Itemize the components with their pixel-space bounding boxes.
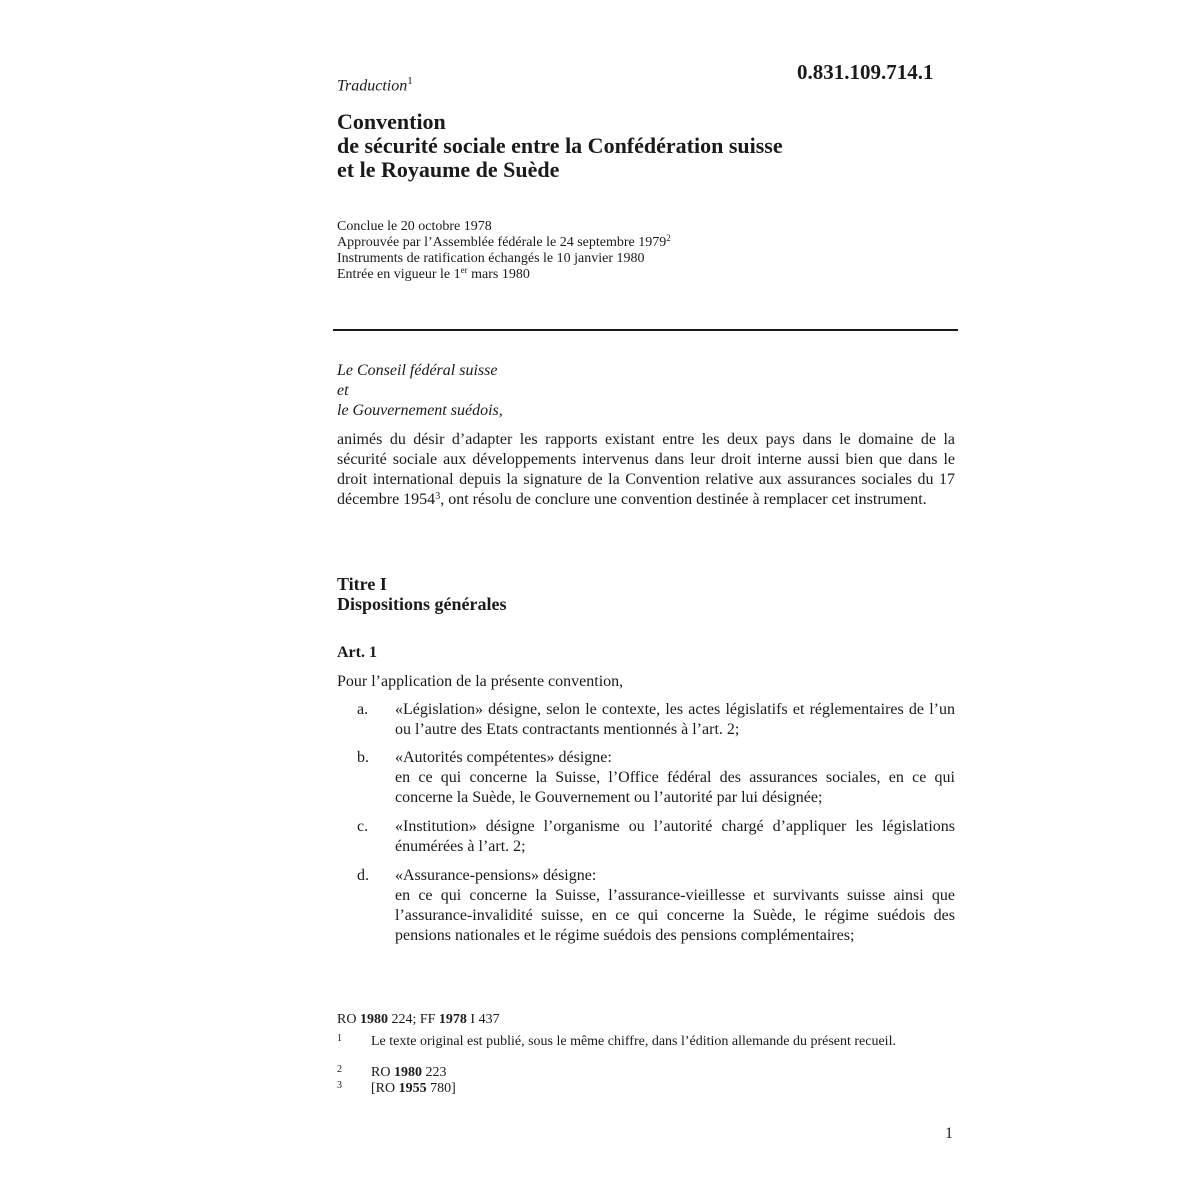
footnote-text: Le texte original est publié, sous le même chiffre, dans l’édition allemande du présent recueil. — [371, 1034, 896, 1049]
contracting-parties: Le Conseil fédéral suisse et le Gouvernement suédois, — [337, 362, 503, 419]
footnote — [337, 1081, 927, 1096]
ratification-date: Instruments de ratification échangés le 10 janvier 1980 — [337, 251, 645, 266]
article-heading: Art. 1 — [337, 644, 377, 661]
footnote-number: 1 — [337, 1033, 342, 1044]
list-item-label: b. — [357, 749, 369, 766]
list-item — [357, 748, 955, 808]
article-lead: Pour l’application de la présente convention, — [337, 673, 624, 690]
page-number: 1 — [945, 1125, 953, 1142]
footnote-text: RO 1980 223 — [371, 1065, 447, 1080]
source-reference: RO 1980 224; FF 1978 I 437 — [337, 1012, 500, 1027]
footnote-marker: 3 — [435, 491, 441, 502]
section-heading: Titre I Dispositions générales — [337, 574, 507, 614]
horizontal-divider — [333, 329, 958, 331]
list-item — [357, 817, 955, 857]
footnote-marker: 2 — [666, 233, 671, 243]
footnote-marker: 1 — [407, 75, 413, 87]
concluded-date: Conclue le 20 octobre 1978 — [337, 219, 492, 234]
document-title — [337, 110, 783, 182]
list-item-text: «Institution» désigne l’organisme ou l’autorité chargé d’appliquer les législations énumérées à l’art. 2; — [395, 818, 955, 855]
title-line: Convention — [337, 109, 446, 134]
list-item-label: d. — [357, 867, 369, 884]
list-item-text: «Assurance-pensions» désigne: en ce qui concerne la Suisse, l’assurance-vieillesse et survivants suisse ainsi que l’assurance-invalidité suisse, en ce qui concerne la Suède, le régime suédois des pensions nationales et le régime suédois des pensions complémentaires; — [395, 867, 955, 944]
footnote — [337, 1034, 927, 1049]
translation-label: Traduction$^1$ — [337, 75, 413, 95]
list-item — [357, 700, 955, 740]
footnote-number: 2 — [337, 1064, 342, 1075]
reference-number: 0.831.109.714.1 — [797, 60, 934, 84]
footnote — [337, 1065, 927, 1080]
list-item-text: «Législation» désigne, selon le contexte, les actes législatifs et réglementaires de l’un ou l’autre des Etats contractants mentionnés à l’art. 2; — [395, 701, 955, 738]
title-line: de sécurité sociale entre la Confédération suisse — [337, 133, 783, 158]
footnote-number: 3 — [337, 1080, 342, 1091]
preamble-paragraph: animés du désir d’adapter les rapports existant entre les deux pays dans le domaine de la sécurité sociale aux développements intervenus dans leur droit interne aussi bien que dans le droit international depuis la signature de la Convention relative aux assurances sociales du 17 décembre 1954$^3$, ont résolu de conclure une convention destinée à remplacer cet instrument. — [337, 431, 955, 508]
list-item-label: c. — [357, 818, 369, 835]
approved-date: Approuvée par l’Assemblée fédérale le 24 septembre 1979$^2$ — [337, 233, 671, 250]
list-item-text: «Autorités compétentes» désigne: en ce qui concerne la Suisse, l’Office fédéral des assurances sociales, en ce qui concerne la Suède, le Gouvernement ou l’autorité par lui désignée; — [395, 749, 955, 806]
title-line: et le Royaume de Suède — [337, 157, 560, 182]
list-item-label: a. — [357, 701, 369, 718]
entry-into-force-date: Entrée en vigueur le 1er mars 1980 — [337, 265, 530, 282]
footnote-text: [RO 1955 780] — [371, 1081, 456, 1096]
list-item — [357, 866, 955, 946]
document-metadata — [337, 219, 671, 283]
